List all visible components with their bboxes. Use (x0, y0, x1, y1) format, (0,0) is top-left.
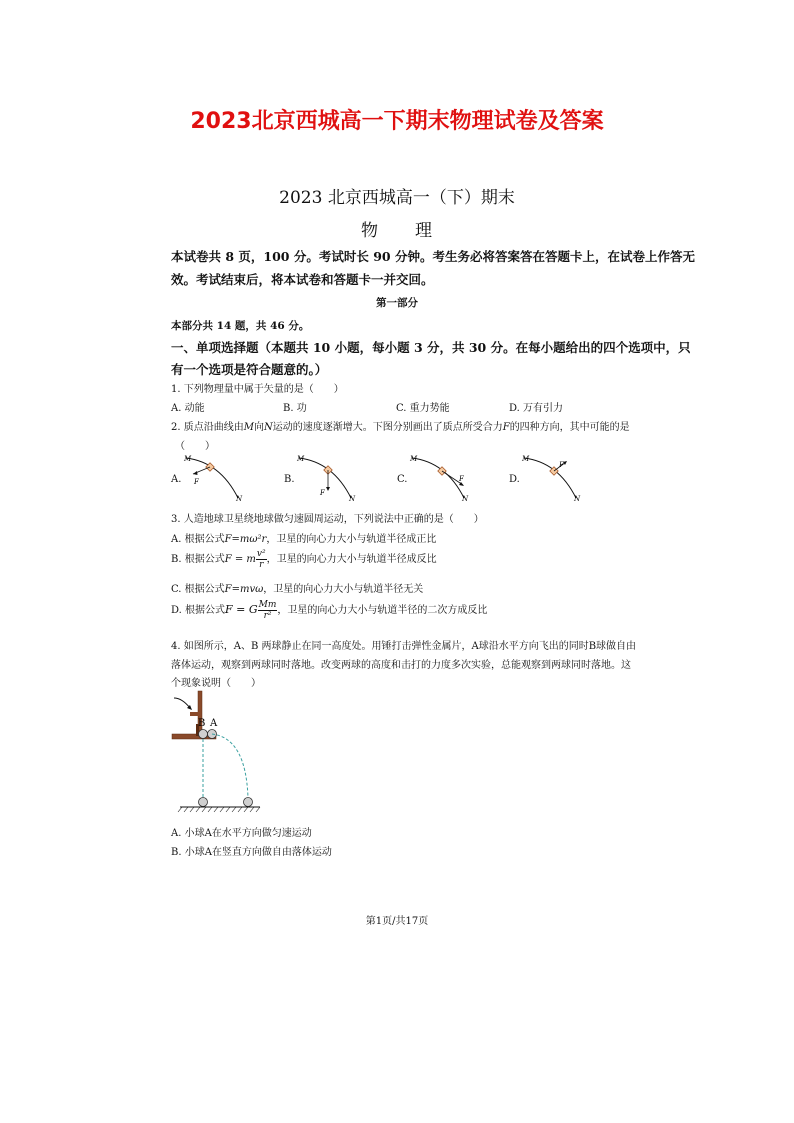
q3-option-b: B. 根据公式F = m $\frac{\text{v²}}{r}$ ，卫星的向心力大小与轨道半径成反比 (171, 549, 437, 570)
section-1-heading-line-2: 有一个选项是符合题意的。） (171, 362, 328, 377)
q1-option-d: D. 万有引力 (509, 403, 564, 414)
label-m: M (184, 455, 192, 463)
q2-option-b-label: B. (284, 474, 295, 485)
instructions-line-2: 效。考试结束后，将本试卷和答题卡一并交回。 (171, 272, 434, 287)
ball-b-landed (199, 798, 208, 807)
label-n: N (574, 495, 581, 503)
q4-stem-line-3: 个现象说明（ ） (171, 678, 261, 689)
label-ball-b: B (198, 718, 206, 729)
q3-option-c: C. 根据公式F=mvω，卫星的向心力大小与轨道半径无关 (171, 584, 424, 595)
label-f: F (459, 475, 464, 483)
label-f: F (320, 489, 325, 497)
q1-option-a: A. 动能 (171, 403, 205, 414)
trajectory-curve (412, 458, 464, 498)
q1-stem: 1. 下列物理量中属于矢量的是（ ） (171, 384, 344, 395)
exam-subject: 物 理 (361, 221, 433, 241)
part-intro: 本部分共 14 题，共 46 分。 (171, 320, 310, 332)
exam-title: 2023 北京西城高一（下）期末 (279, 188, 515, 208)
q2-diagram-c (406, 450, 476, 504)
hammer-arm (190, 712, 200, 716)
q2-diagram-a (180, 450, 250, 504)
part-title: 第一部分 (376, 297, 418, 309)
q3-option-d: D. 根据公式F = G $\frac{Mm}{\text{r²}}$ ，卫星的向心力大小与轨道半径的二次方成反比 (171, 600, 488, 621)
q2-stem-line-2: （ ） (175, 441, 215, 452)
q4-option-b: B. 小球A在竖直方向做自由落体运动 (171, 847, 332, 858)
label-ball-a: A (210, 718, 218, 729)
instructions-line-1: 本试卷共 8 页，100 分。考试时长 90 分钟。考生务必将答案答在答题卡上，在试卷上作答无 (171, 249, 695, 264)
ground-hatching (178, 807, 260, 812)
q1-option-b: B. 功 (283, 403, 307, 414)
q3-option-a: A. 根据公式F=mω²r，卫星的向心力大小与轨道半径成正比 (171, 534, 437, 545)
label-m: M (522, 455, 530, 463)
label-f: F (194, 478, 199, 486)
q4-experiment-diagram (168, 688, 268, 816)
q4-stem-line-1: 4. 如图所示，A、B 两球静止在同一高度处。用锤打击弹性金属片，A球沿水平方向飞出的同时B球做自由 (171, 641, 637, 652)
q2-diagram-d (518, 450, 588, 504)
label-m: M (297, 455, 305, 463)
ball-a-path (212, 734, 248, 798)
q2-diagram-b (293, 450, 363, 504)
trajectory-curve (299, 458, 351, 498)
label-n: N (462, 495, 469, 503)
q2-option-a-label: A. (171, 474, 182, 485)
label-n: N (349, 495, 356, 503)
q2-stem: 2. 质点沿曲线由M向N运动的速度逐渐增大。下图分别画出了质点所受合力F的四种方向，其中可能的是 (171, 422, 630, 433)
page-footer: 第1页/共17页 (365, 916, 429, 927)
q4-stem-line-2: 落体运动，观察到两球同时落地。改变两球的高度和击打的力度多次实验，总能观察到两球同时落地。这 (171, 660, 631, 671)
label-m: M (410, 455, 418, 463)
q4-option-a: A. 小球A在水平方向做匀速运动 (171, 828, 312, 839)
q2-option-d-label: D. (509, 474, 520, 485)
page-banner-title: 2023北京西城高一下期末物理试卷及答案 (190, 109, 604, 134)
q2-option-c-label: C. (397, 474, 408, 485)
label-n: N (236, 495, 243, 503)
q1-option-c: C. 重力势能 (396, 403, 450, 414)
ball-b (199, 730, 208, 739)
ball-a-landed (244, 798, 253, 807)
section-1-heading-line-1: 一、单项选择题（本题共 10 小题，每小题 3 分，共 30 分。在每小题给出的四个选项中，只 (171, 340, 691, 355)
q3-stem: 3. 人造地球卫星绕地球做匀速圆周运动，下列说法中正确的是（ ） (171, 514, 484, 525)
hammer-strike-arrow (174, 698, 190, 708)
trajectory-curve (524, 458, 576, 498)
label-f: F (559, 461, 564, 469)
